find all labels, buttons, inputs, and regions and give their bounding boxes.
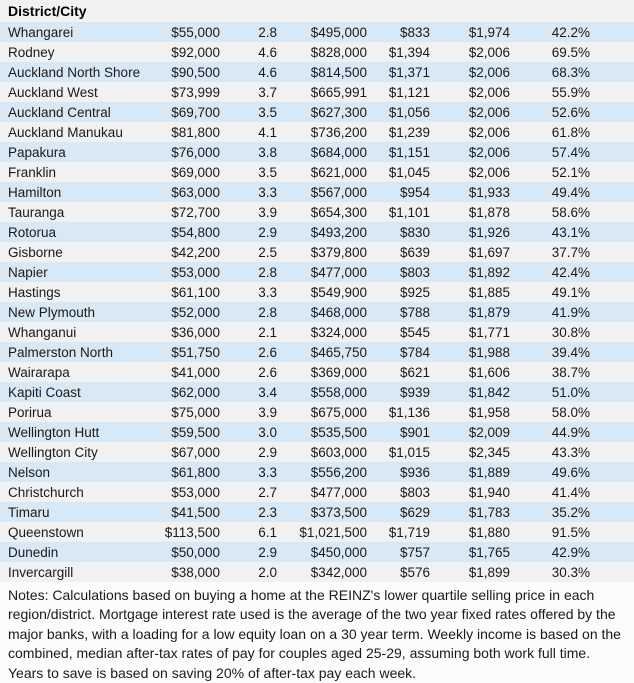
cell-amount4: $2,006 (468, 144, 510, 160)
cell-filler (590, 42, 634, 62)
cell-amount3: $788 (399, 304, 430, 320)
cell-filler (590, 342, 634, 362)
cell-years: 2.8 (258, 264, 277, 280)
cell-district: Christchurch (8, 484, 84, 500)
cell-filler (590, 362, 634, 382)
cell-amount4: $2,009 (468, 424, 510, 440)
cell-amount4: $1,974 (468, 24, 510, 40)
cell-amount4: $2,006 (468, 64, 510, 80)
cell-amount4: $1,783 (468, 504, 510, 520)
cell-years: 4.6 (258, 64, 277, 80)
cell-amount2: $477,000 (310, 264, 367, 280)
cell-amount3: $803 (399, 484, 430, 500)
cell-amount2: $558,000 (310, 384, 367, 400)
cell-amount2: $495,000 (310, 24, 367, 40)
cell-amount3: $629 (399, 504, 430, 520)
cell-percent: 30.8% (551, 324, 590, 340)
cell-years: 2.9 (258, 444, 277, 460)
cell-amount3: $803 (399, 264, 430, 280)
cell-amount1: $55,000 (171, 24, 220, 40)
cell-amount4: $1,933 (468, 184, 510, 200)
cell-amount3: $621 (399, 364, 430, 380)
cell-district: Auckland West (8, 84, 98, 100)
cell-amount3: $901 (399, 424, 430, 440)
cell-district: Palmerston North (8, 344, 114, 360)
cell-district: New Plymouth (8, 304, 96, 320)
cell-percent: 52.1% (551, 164, 590, 180)
cell-amount4: $1,878 (468, 204, 510, 220)
table-header (0, 0, 634, 22)
cell-percent: 49.4% (551, 184, 590, 200)
cell-amount1: $69,000 (171, 164, 220, 180)
cell-years: 3.7 (258, 84, 277, 100)
cell-percent: 55.9% (551, 84, 590, 100)
cell-district: Dunedin (8, 544, 59, 560)
cell-percent: 69.5% (551, 44, 590, 60)
cell-district: Rodney (8, 44, 55, 60)
cell-district: Papakura (8, 144, 66, 160)
table-row (0, 522, 634, 542)
cell-percent: 37.7% (551, 244, 590, 260)
cell-amount2: $369,000 (310, 364, 367, 380)
cell-amount4: $2,006 (468, 104, 510, 120)
cell-filler (590, 82, 634, 102)
cell-amount1: $53,000 (171, 264, 220, 280)
cell-amount3: $757 (399, 544, 430, 560)
cell-filler (590, 502, 634, 522)
cell-district: Porirua (8, 404, 52, 420)
cell-percent: 35.2% (551, 504, 590, 520)
cell-years: 2.8 (258, 24, 277, 40)
cell-amount1: $59,500 (171, 424, 220, 440)
cell-years: 2.6 (258, 344, 277, 360)
cell-percent: 41.4% (551, 484, 590, 500)
cell-amount1: $54,800 (171, 224, 220, 240)
cell-amount2: $549,900 (310, 284, 367, 300)
cell-years: 2.9 (258, 224, 277, 240)
cell-amount4: $1,765 (468, 544, 510, 560)
table-row (0, 402, 634, 422)
cell-years: 2.5 (258, 244, 277, 260)
cell-amount1: $53,000 (171, 484, 220, 500)
cell-amount1: $41,500 (171, 504, 220, 520)
cell-filler (590, 242, 634, 262)
cell-amount2: $477,000 (310, 484, 367, 500)
cell-filler (590, 22, 634, 42)
cell-percent: 49.1% (551, 284, 590, 300)
cell-amount2: $324,000 (310, 324, 367, 340)
cell-years: 3.3 (258, 284, 277, 300)
cell-years: 2.0 (258, 564, 277, 580)
cell-district: Invercargill (8, 564, 74, 580)
cell-years: 3.3 (258, 464, 277, 480)
cell-district: Gisborne (8, 244, 63, 260)
cell-filler (590, 182, 634, 202)
cell-years: 2.8 (258, 304, 277, 320)
table-row (0, 462, 634, 482)
cell-amount2: $567,000 (310, 184, 367, 200)
cell-amount1: $63,000 (171, 184, 220, 200)
cell-district: Nelson (8, 464, 51, 480)
table-row (0, 322, 634, 342)
cell-percent: 49.6% (551, 464, 590, 480)
cell-amount2: $450,000 (310, 544, 367, 560)
cell-district: Wellington City (8, 444, 98, 460)
cell-amount1: $69,700 (171, 104, 220, 120)
cell-amount1: $81,800 (171, 124, 220, 140)
cell-amount3: $1,015 (388, 444, 430, 460)
cell-amount2: $465,750 (310, 344, 367, 360)
cell-amount3: $784 (399, 344, 430, 360)
cell-amount4: $1,940 (468, 484, 510, 500)
cell-amount2: $684,000 (310, 144, 367, 160)
cell-filler (590, 222, 634, 242)
cell-amount1: $73,999 (171, 84, 220, 100)
cell-amount4: $1,926 (468, 224, 510, 240)
cell-district: Whanganui (8, 324, 77, 340)
table-row (0, 382, 634, 402)
cell-years: 3.5 (258, 104, 277, 120)
table-row (0, 242, 634, 262)
cell-years: 6.1 (258, 524, 277, 540)
cell-amount2: $379,800 (310, 244, 367, 260)
cell-amount2: $468,000 (310, 304, 367, 320)
cell-district: Whangarei (8, 24, 74, 40)
cell-filler (590, 462, 634, 482)
cell-percent: 43.1% (551, 224, 590, 240)
cell-filler (590, 122, 634, 142)
cell-amount1: $52,000 (171, 304, 220, 320)
cell-amount4: $1,889 (468, 464, 510, 480)
cell-amount1: $72,700 (171, 204, 220, 220)
cell-filler (590, 262, 634, 282)
cell-amount4: $2,345 (468, 444, 510, 460)
cell-amount1: $75,000 (171, 404, 220, 420)
cell-years: 3.9 (258, 404, 277, 420)
cell-percent: 38.7% (551, 364, 590, 380)
cell-district: Hamilton (8, 184, 62, 200)
cell-amount3: $1,056 (388, 104, 430, 120)
cell-amount4: $1,697 (468, 244, 510, 260)
cell-district: Auckland Manukau (8, 124, 123, 140)
cell-amount2: $1,021,500 (299, 524, 367, 540)
cell-amount1: $50,000 (171, 544, 220, 560)
cell-filler (590, 382, 634, 402)
cell-amount3: $1,151 (388, 144, 430, 160)
cell-filler (590, 62, 634, 82)
cell-years: 3.5 (258, 164, 277, 180)
cell-filler (590, 102, 634, 122)
cell-district: Auckland North Shore (8, 64, 141, 80)
cell-amount3: $1,121 (388, 84, 430, 100)
cell-years: 3.0 (258, 424, 277, 440)
cell-filler (590, 302, 634, 322)
cell-amount4: $1,892 (468, 264, 510, 280)
column-header-empty (590, 0, 634, 22)
cell-amount4: $2,006 (468, 44, 510, 60)
cell-amount3: $1,101 (388, 204, 430, 220)
cell-amount3: $1,136 (388, 404, 430, 420)
cell-years: 3.3 (258, 184, 277, 200)
table-row (0, 422, 634, 442)
cell-amount4: $1,885 (468, 284, 510, 300)
cell-percent: 57.4% (551, 144, 590, 160)
cell-district: Rotorua (8, 224, 57, 240)
cell-percent: 91.5% (551, 524, 590, 540)
cell-years: 3.8 (258, 144, 277, 160)
cell-filler (590, 202, 634, 222)
cell-amount3: $576 (399, 564, 430, 580)
cell-percent: 58.0% (551, 404, 590, 420)
cell-years: 2.1 (258, 324, 277, 340)
cell-amount4: $2,006 (468, 124, 510, 140)
table-row (0, 282, 634, 302)
cell-amount3: $1,371 (388, 64, 430, 80)
table-row (0, 42, 634, 62)
cell-district: Auckland Central (8, 104, 111, 120)
cell-amount3: $939 (399, 384, 430, 400)
cell-filler (590, 282, 634, 302)
column-header-empty (220, 0, 277, 22)
cell-amount1: $61,800 (171, 464, 220, 480)
table-row (0, 82, 634, 102)
cell-amount4: $1,842 (468, 384, 510, 400)
cell-percent: 41.9% (551, 304, 590, 320)
cell-amount1: $62,000 (171, 384, 220, 400)
cell-amount3: $1,045 (388, 164, 430, 180)
cell-amount2: $627,300 (310, 104, 367, 120)
cell-amount2: $621,000 (310, 164, 367, 180)
column-header-district-city: District/City (8, 3, 87, 19)
table-row (0, 162, 634, 182)
table-row (0, 262, 634, 282)
cell-district: Queenstown (8, 524, 84, 540)
cell-years: 4.6 (258, 44, 277, 60)
cell-district: Hastings (8, 284, 61, 300)
cell-years: 2.9 (258, 544, 277, 560)
cell-district: Wellington Hutt (8, 424, 100, 440)
cell-amount4: $1,880 (468, 524, 510, 540)
cell-amount2: $665,991 (310, 84, 367, 100)
cell-amount4: $1,988 (468, 344, 510, 360)
cell-amount3: $830 (399, 224, 430, 240)
cell-percent: 61.8% (551, 124, 590, 140)
table-row (0, 342, 634, 362)
cell-filler (590, 322, 634, 342)
cell-filler (590, 542, 634, 562)
cell-filler (590, 402, 634, 422)
cell-amount2: $373,500 (310, 504, 367, 520)
cell-district: Wairarapa (8, 364, 70, 380)
cell-amount4: $2,006 (468, 164, 510, 180)
cell-amount3: $545 (399, 324, 430, 340)
table-row (0, 502, 634, 522)
column-header-empty (510, 0, 590, 22)
table-row (0, 442, 634, 462)
cell-amount1: $36,000 (171, 324, 220, 340)
header-row (0, 0, 634, 22)
cell-years: 4.1 (258, 124, 277, 140)
cell-filler (590, 442, 634, 462)
cell-amount2: $603,000 (310, 444, 367, 460)
cell-amount3: $954 (399, 184, 430, 200)
cell-amount3: $1,239 (388, 124, 430, 140)
cell-amount1: $67,000 (171, 444, 220, 460)
cell-filler (590, 522, 634, 542)
cell-amount4: $2,006 (468, 84, 510, 100)
cell-filler (590, 482, 634, 502)
table-row (0, 182, 634, 202)
cell-percent: 42.4% (551, 264, 590, 280)
cell-percent: 51.0% (551, 384, 590, 400)
table-notes: Notes: Calculations based on buying a home at the REINZ's lower quartile selling price in each region/district. Mortgage interest rate used is the average of the two year fixed rates offered by the major banks, with a loading for a low equity loan on a 30 year term. Weekly income is based on the combined, median after-tax rates of pay for couples aged 25-29, assuming both work full time. Years to save is based on saving 20% of after-tax pay each week. (0, 582, 634, 683)
cell-amount1: $38,000 (171, 564, 220, 580)
cell-amount4: $1,771 (468, 324, 510, 340)
cell-amount1: $92,000 (171, 44, 220, 60)
cell-amount1: $61,100 (171, 284, 220, 300)
table-row (0, 62, 634, 82)
cell-amount2: $828,000 (310, 44, 367, 60)
cell-amount1: $42,200 (171, 244, 220, 260)
cell-amount2: $556,200 (310, 464, 367, 480)
table-row (0, 302, 634, 322)
cell-amount3: $1,394 (388, 44, 430, 60)
column-header-empty (367, 0, 430, 22)
cell-amount4: $1,958 (468, 404, 510, 420)
cell-amount3: $639 (399, 244, 430, 260)
cell-amount2: $493,200 (310, 224, 367, 240)
table-row (0, 562, 634, 582)
table-body (0, 22, 634, 582)
cell-amount3: $925 (399, 284, 430, 300)
cell-amount2: $675,000 (310, 404, 367, 420)
table-row (0, 222, 634, 242)
cell-district: Napier (8, 264, 48, 280)
cell-district: Timaru (8, 504, 50, 520)
cell-percent: 42.9% (551, 544, 590, 560)
cell-district: Franklin (8, 164, 57, 180)
cell-amount3: $936 (399, 464, 430, 480)
cell-percent: 52.6% (551, 104, 590, 120)
cell-amount2: $535,500 (310, 424, 367, 440)
cell-percent: 39.4% (551, 344, 590, 360)
cell-amount1: $51,750 (171, 344, 220, 360)
cell-percent: 68.3% (551, 64, 590, 80)
cell-percent: 58.6% (551, 204, 590, 220)
cell-percent: 44.9% (551, 424, 590, 440)
table-row (0, 482, 634, 502)
table-row (0, 542, 634, 562)
cell-filler (590, 162, 634, 182)
cell-years: 2.6 (258, 364, 277, 380)
table-row (0, 142, 634, 162)
cell-years: 3.4 (258, 384, 277, 400)
cell-amount2: $654,300 (310, 204, 367, 220)
cell-amount1: $113,500 (164, 524, 220, 540)
cell-filler (590, 422, 634, 442)
cell-years: 2.7 (258, 484, 277, 500)
table-row (0, 22, 634, 42)
column-header-empty (150, 0, 220, 22)
cell-percent: 43.3% (551, 444, 590, 460)
cell-amount2: $342,000 (310, 564, 367, 580)
cell-percent: 30.3% (551, 564, 590, 580)
table-row (0, 202, 634, 222)
cell-amount1: $41,000 (171, 364, 220, 380)
cell-amount2: $814,500 (310, 64, 367, 80)
table-row (0, 102, 634, 122)
cell-amount3: $1,719 (388, 524, 430, 540)
cell-years: 2.3 (258, 504, 277, 520)
cell-filler (590, 142, 634, 162)
column-header-empty (277, 0, 367, 22)
table-row (0, 362, 634, 382)
cell-amount1: $76,000 (171, 144, 220, 160)
cell-filler (590, 562, 634, 582)
cell-district: Kapiti Coast (8, 384, 81, 400)
table-row (0, 122, 634, 142)
column-header-empty (430, 0, 510, 22)
cell-amount3: $833 (399, 24, 430, 40)
cell-amount4: $1,606 (468, 364, 510, 380)
cell-amount4: $1,899 (468, 564, 510, 580)
cell-district: Tauranga (8, 204, 65, 220)
cell-amount2: $736,200 (310, 124, 367, 140)
cell-amount1: $90,500 (171, 64, 220, 80)
cell-percent: 42.2% (551, 24, 590, 40)
cell-years: 3.9 (258, 204, 277, 220)
cell-amount4: $1,879 (468, 304, 510, 320)
